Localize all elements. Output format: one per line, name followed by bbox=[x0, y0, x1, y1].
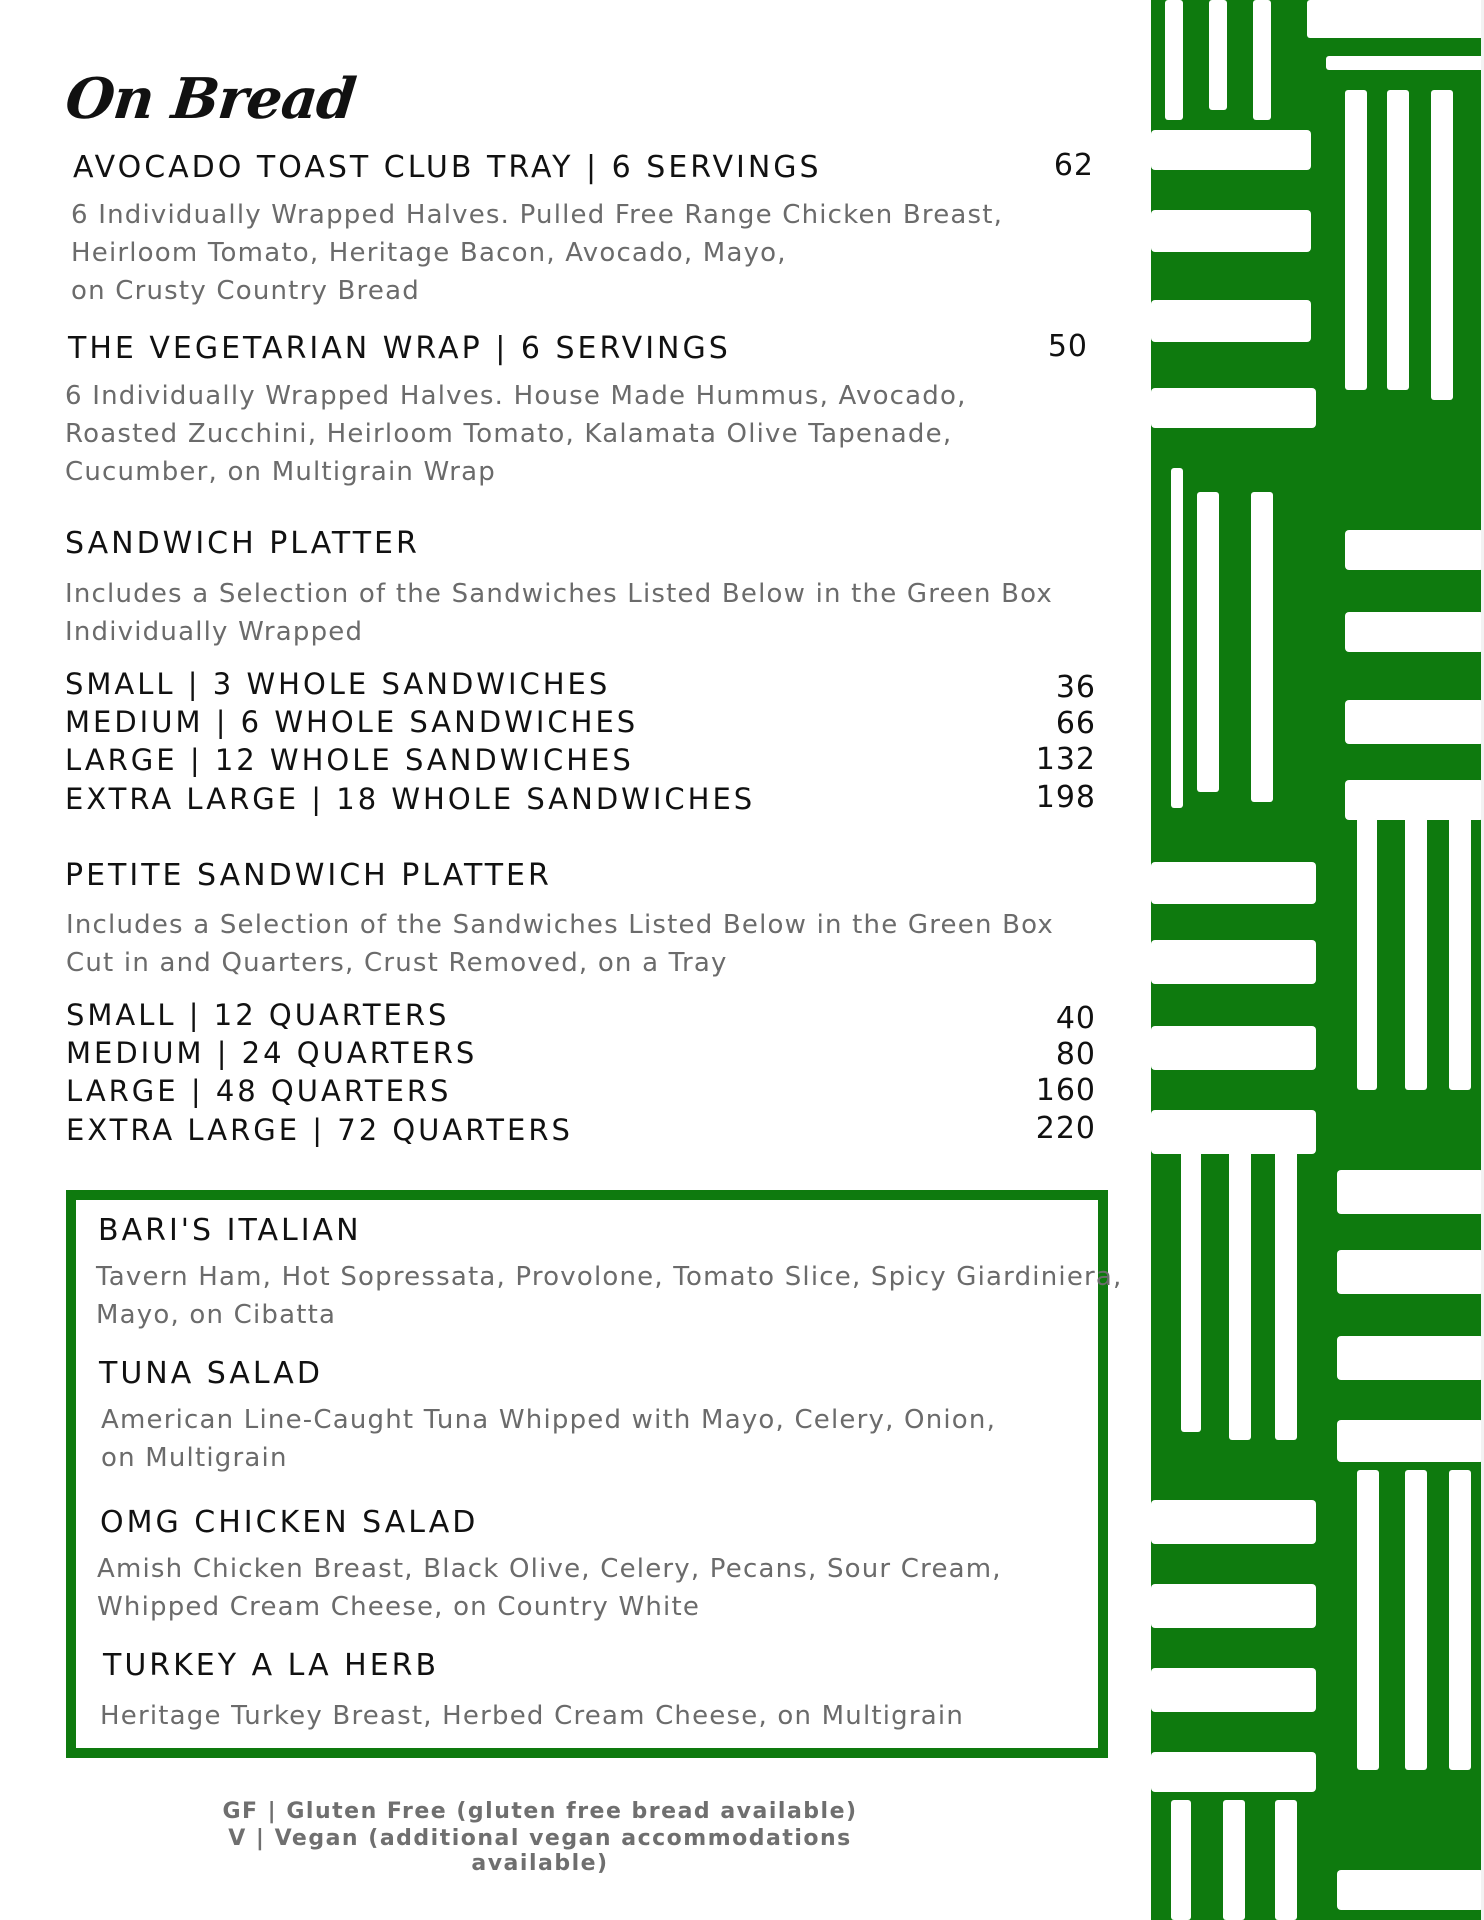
legend-gluten-free: GF | Gluten Free (gluten free bread available) bbox=[222, 1799, 858, 1824]
avocado-toast-price: 62 bbox=[1053, 148, 1094, 183]
vegetarian-wrap-desc-1: 6 Individually Wrapped Halves. House Made Hummus, Avocado, bbox=[65, 381, 967, 411]
petite-platter-desc-1: Includes a Selection of the Sandwiches Listed Below in the Green Box bbox=[66, 910, 1055, 940]
size-price: 198 bbox=[1035, 780, 1096, 815]
page-title: On Bread bbox=[62, 66, 359, 132]
size-label: LARGE | 48 QUARTERS bbox=[66, 1074, 452, 1108]
size-label: SMALL | 12 QUARTERS bbox=[66, 998, 450, 1032]
avocado-toast-name: AVOCADO TOAST CLUB TRAY | 6 SERVINGS bbox=[73, 150, 822, 185]
size-price: 80 bbox=[1055, 1037, 1096, 1072]
turkey-a-la-herb-name: TURKEY A LA HERB bbox=[103, 1648, 440, 1683]
baris-italian-desc-2: Mayo, on Cibatta bbox=[96, 1300, 337, 1330]
avocado-toast-desc-3: on Crusty Country Bread bbox=[71, 276, 420, 306]
tuna-salad-desc-1: American Line-Caught Tuna Whipped with Mayo, Celery, Onion, bbox=[101, 1405, 997, 1435]
size-price: 40 bbox=[1055, 1001, 1096, 1036]
size-label: EXTRA LARGE | 72 QUARTERS bbox=[66, 1113, 573, 1147]
petite-platter-desc-2: Cut in and Quarters, Crust Removed, on a Tray bbox=[66, 948, 728, 978]
decorative-brush-pattern bbox=[1151, 0, 1484, 1920]
tuna-salad-name: TUNA SALAD bbox=[99, 1356, 323, 1391]
size-label: SMALL | 3 WHOLE SANDWICHES bbox=[65, 667, 611, 701]
size-label: LARGE | 12 WHOLE SANDWICHES bbox=[65, 743, 634, 777]
tuna-salad-desc-2: on Multigrain bbox=[101, 1443, 288, 1473]
omg-chicken-salad-desc-1: Amish Chicken Breast, Black Olive, Celery, Pecans, Sour Cream, bbox=[97, 1554, 1002, 1584]
size-price: 132 bbox=[1035, 742, 1096, 777]
legend-vegan: V | Vegan (additional vegan accommodations available) bbox=[228, 1826, 852, 1876]
omg-chicken-salad-name: OMG CHICKEN SALAD bbox=[100, 1505, 479, 1540]
size-label: MEDIUM | 24 QUARTERS bbox=[66, 1036, 478, 1070]
sandwich-platter-name: SANDWICH PLATTER bbox=[65, 526, 420, 561]
turkey-a-la-herb-desc-1: Heritage Turkey Breast, Herbed Cream Cheese, on Multigrain bbox=[100, 1701, 965, 1731]
size-price: 220 bbox=[1035, 1111, 1096, 1146]
avocado-toast-desc-1: 6 Individually Wrapped Halves. Pulled Free Range Chicken Breast, bbox=[71, 200, 1004, 230]
avocado-toast-desc-2: Heirloom Tomato, Heritage Bacon, Avocado, Mayo, bbox=[71, 238, 787, 268]
size-price: 66 bbox=[1055, 706, 1096, 741]
vegetarian-wrap-desc-3: Cucumber, on Multigrain Wrap bbox=[65, 457, 497, 487]
sandwich-platter-desc-1: Includes a Selection of the Sandwiches Listed Below in the Green Box bbox=[65, 579, 1054, 609]
size-price: 160 bbox=[1035, 1073, 1096, 1108]
omg-chicken-salad-desc-2: Whipped Cream Cheese, on Country White bbox=[97, 1592, 701, 1622]
vegetarian-wrap-price: 50 bbox=[1047, 329, 1088, 364]
baris-italian-desc-1: Tavern Ham, Hot Sopressata, Provolone, Tomato Slice, Spicy Giardiniera, bbox=[96, 1262, 1123, 1292]
vegetarian-wrap-desc-2: Roasted Zucchini, Heirloom Tomato, Kalamata Olive Tapenade, bbox=[65, 419, 953, 449]
sandwich-platter-desc-2: Individually Wrapped bbox=[65, 617, 364, 647]
size-label: MEDIUM | 6 WHOLE SANDWICHES bbox=[65, 705, 639, 739]
size-price: 36 bbox=[1055, 670, 1096, 705]
petite-platter-name: PETITE SANDWICH PLATTER bbox=[65, 858, 552, 893]
size-label: EXTRA LARGE | 18 WHOLE SANDWICHES bbox=[65, 782, 756, 816]
baris-italian-name: BARI'S ITALIAN bbox=[98, 1213, 362, 1248]
vegetarian-wrap-name: THE VEGETARIAN WRAP | 6 SERVINGS bbox=[68, 331, 731, 366]
